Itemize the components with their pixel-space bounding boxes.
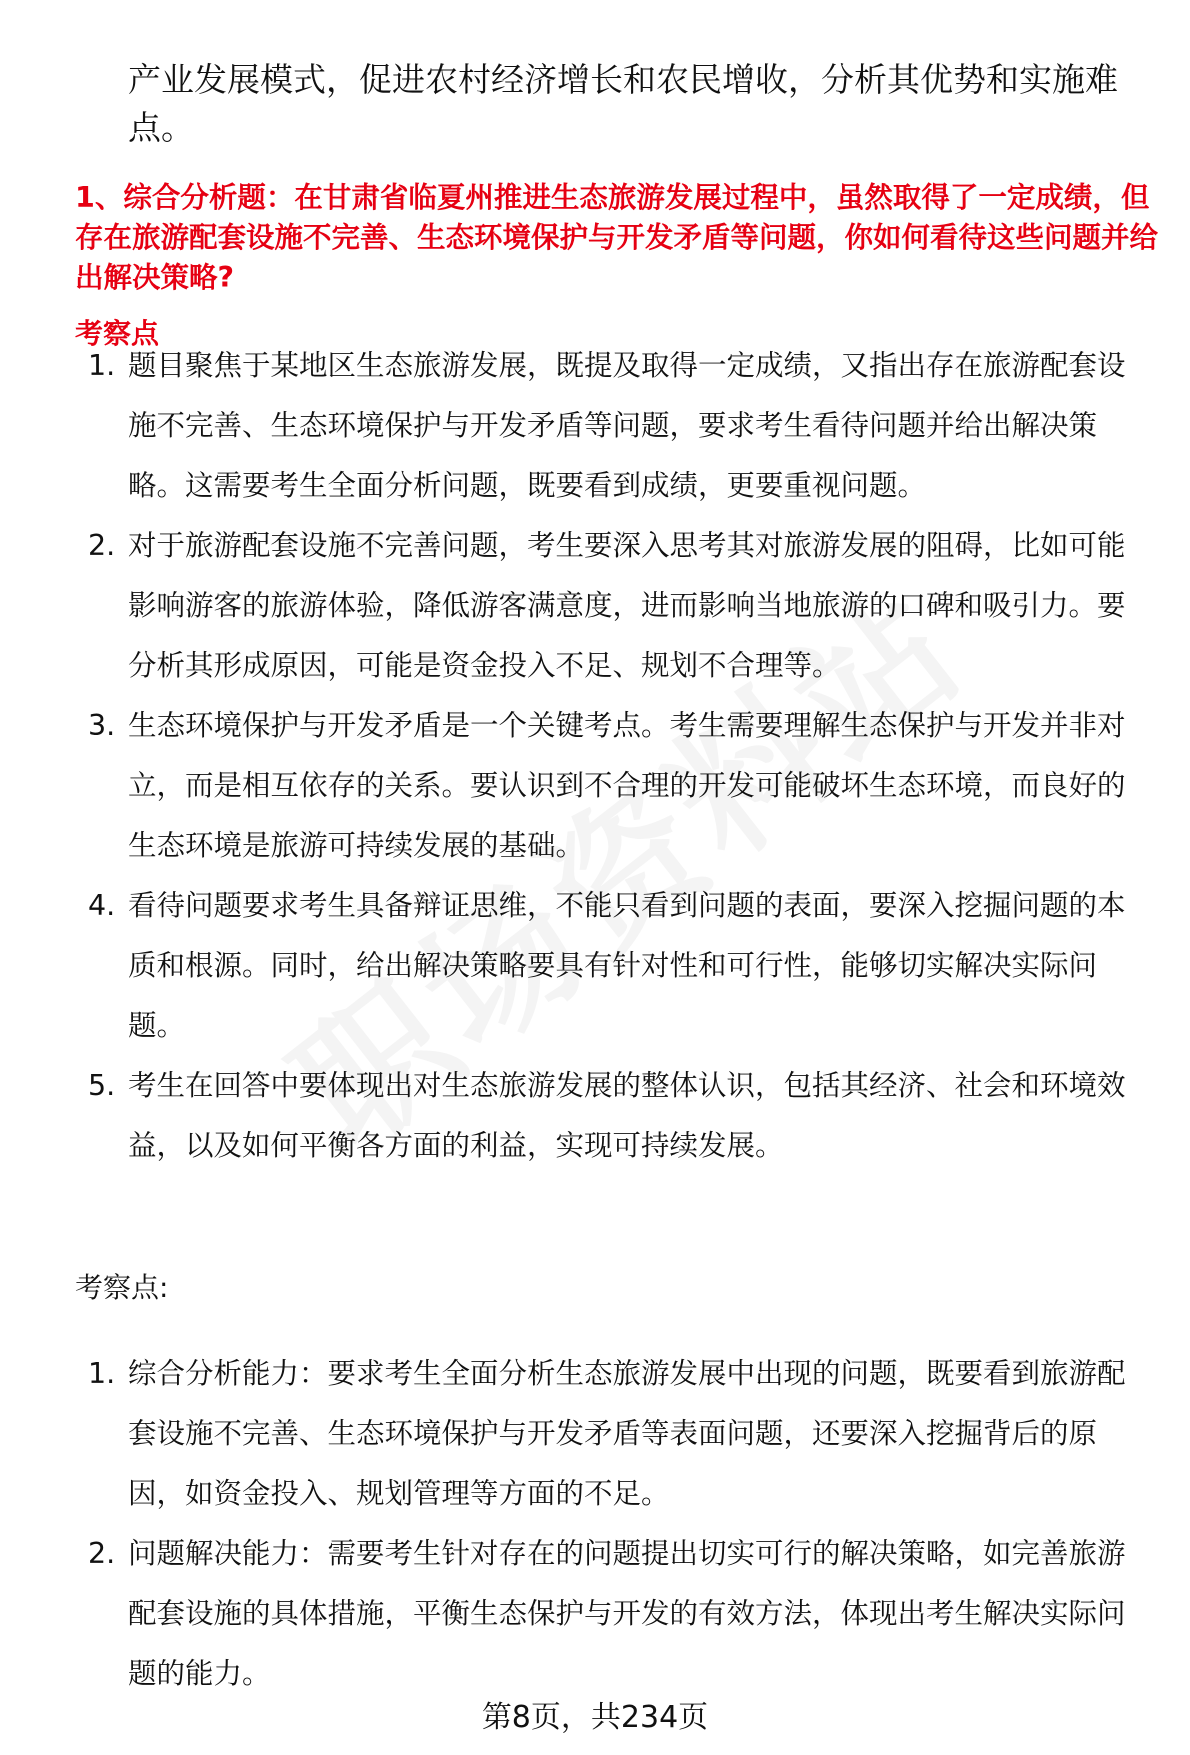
page-footer: 第8页，共234页	[481, 1700, 709, 1735]
exam-points-list	[0, 336, 1190, 1176]
list-item	[0, 516, 1190, 696]
list-number: 1.	[88, 1357, 116, 1390]
list-number: 2.	[88, 529, 116, 562]
list-number: 4.	[88, 889, 116, 922]
section-heading-exam-points-2: 考察点:	[75, 1271, 169, 1304]
exam-points-list-2	[0, 1344, 1190, 1704]
list-number: 3.	[88, 709, 116, 742]
list-text: 生态环境保护与开发矛盾是一个关键考点。考生需要理解生态保护与开发并非对立，而是相互依存的关系。要认识到不合理的开发可能破坏生态环境，而良好的生态环境是旅游可持续发展的基础。	[128, 709, 1126, 862]
list-text: 对于旅游配套设施不完善问题，考生要深入思考其对旅游发展的阻碍，比如可能影响游客的旅游体验，降低游客满意度，进而影响当地旅游的口碑和吸引力。要分析其形成原因，可能是资金投入不足、规划不合理等。	[128, 529, 1126, 682]
list-text: 问题解决能力：需要考生针对存在的问题提出切实可行的解决策略，如完善旅游配套设施的具体措施，平衡生态保护与开发的有效方法，体现出考生解决实际问题的能力。	[128, 1537, 1126, 1690]
list-number: 5.	[88, 1069, 116, 1102]
list-item	[0, 336, 1190, 516]
list-item	[0, 876, 1190, 1056]
list-item	[0, 1344, 1190, 1524]
list-item	[0, 1056, 1190, 1176]
list-number: 1.	[88, 349, 116, 382]
section-heading-exam-points: 考察点	[75, 317, 160, 350]
list-text: 看待问题要求考生具备辩证思维，不能只看到问题的表面，要深入挖掘问题的本质和根源。同时，给出解决策略要具有针对性和可行性，能够切实解决实际问题。	[128, 889, 1126, 1042]
list-item	[0, 1524, 1190, 1704]
list-text: 考生在回答中要体现出对生态旅游发展的整体认识，包括其经济、社会和环境效益，以及如何平衡各方面的利益，实现可持续发展。	[128, 1069, 1126, 1162]
list-text: 综合分析能力：要求考生全面分析生态旅游发展中出现的问题，既要看到旅游配套设施不完善、生态环境保护与开发矛盾等表面问题，还要深入挖掘背后的原因，如资金投入、规划管理等方面的不足。	[128, 1357, 1126, 1510]
intro-paragraph: 产业发展模式，促进农村经济增长和农民增收，分析其优势和实施难点。	[128, 60, 1118, 147]
question-heading: 1、综合分析题：在甘肃省临夏州推进生态旅游发展过程中，虽然取得了一定成绩，但存在旅游配套设施不完善、生态环境保护与开发矛盾等问题，你如何看待这些问题并给出解决策略?	[75, 181, 1159, 294]
list-item	[0, 696, 1190, 876]
list-text: 题目聚焦于某地区生态旅游发展，既提及取得一定成绩，又指出存在旅游配套设施不完善、生态环境保护与开发矛盾等问题，要求考生看待问题并给出解决策略。这需要考生全面分析问题，既要看到成绩，更要重视问题。	[128, 349, 1126, 502]
list-number: 2.	[88, 1537, 116, 1570]
